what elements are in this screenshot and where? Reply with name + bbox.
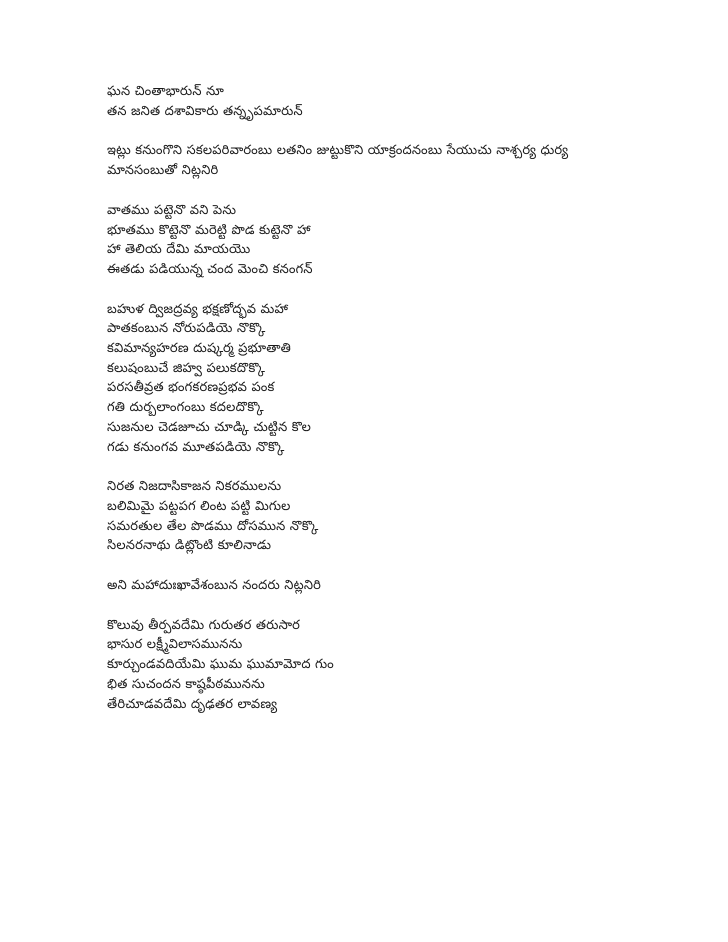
verse-line: బహుళ ద్విజద్రవ్య భక్షణోద్భవ మహా [107,301,289,317]
verse-line: కలుషంబుచే జిహ్వ పలుకదొక్కొ [107,360,266,376]
verse-block [107,82,707,121]
verse-line: సిలనరనాథు డిట్లొంటి కూలినాడు [107,538,272,554]
verse-block [107,477,707,556]
verse-line: వాతము పట్టెనొ వని పెను [107,202,237,218]
verse-line: భిత సుచందన కాష్ఠపీఠమునను [107,676,265,692]
prose-block [107,576,707,596]
verse-line: సమరతుల తేల పొడము దోసమున నొక్కొ [107,518,319,534]
verse-line: కవిమాన్యహరణ దుష్కర్మ ప్రభూతాతి [107,341,292,357]
verse-line: కూర్చుండవదియేమి ఘుమ ఘుమామోద గుం [107,657,334,673]
prose-line: అని మహాదుఃఖావేశంబున నందరు నిట్లనిరి [107,578,322,594]
verse-block [107,201,707,280]
verse-line: ఘన చింతాభారున్ నూ [107,84,224,99]
verse-line: సుజనుల చెడజూచు చూడ్కి చుట్టిన కొల [107,419,311,435]
verse-line: భాసుర లక్ష్మీవిలాసమునను [107,637,243,653]
verse-line: ఈతడు పడియున్న చంద మెంచి కనంగన్ [107,261,313,277]
verse-line: తన జనిత దశావికారు తన్నృపమారున్ [107,103,303,119]
verse-line: హా తెలియ దేమి మాయయొ [107,242,251,258]
verse-block [107,300,707,458]
prose-line: ఇట్లు కనుంగొని సకలపరివారంబు లతనిం జుట్టుకొని యాక్రందనంబు సేయుచు నాశ్చర్య ధుర్య [107,143,569,159]
verse-line: పరసతీవ్రత భంగకరణప్రభవ పంక [107,380,275,396]
prose-line: మానసంబుతో నిట్లనిరి [107,163,219,179]
verse-line: గతి దుర్బలాంగంబు కదలదొక్కొ [107,400,264,416]
document-body [107,82,707,714]
verse-block [107,616,707,715]
prose-block [107,141,707,180]
verse-line: కొలువు తీర్పవదేమి గురుతర తరుసార [107,617,301,633]
verse-line: తేరిచూడవదేమి దృఢతర లావణ్య [107,696,278,712]
verse-line: గడు కనుంగవ మూతపడియె నొక్కొ [107,439,285,455]
verse-line: భూతము కొట్టెనొ మరెట్టి పొడ కుట్టెనొ హా [107,222,311,238]
verse-line: పాతకంబున నోరుపడియె నొక్కొ [107,321,266,337]
verse-line: బలిమిమై పట్టపగ లింట పట్టి మిగుల [107,498,291,514]
verse-line: నిరత నిజదాసికాజన నికరములను [107,479,282,495]
